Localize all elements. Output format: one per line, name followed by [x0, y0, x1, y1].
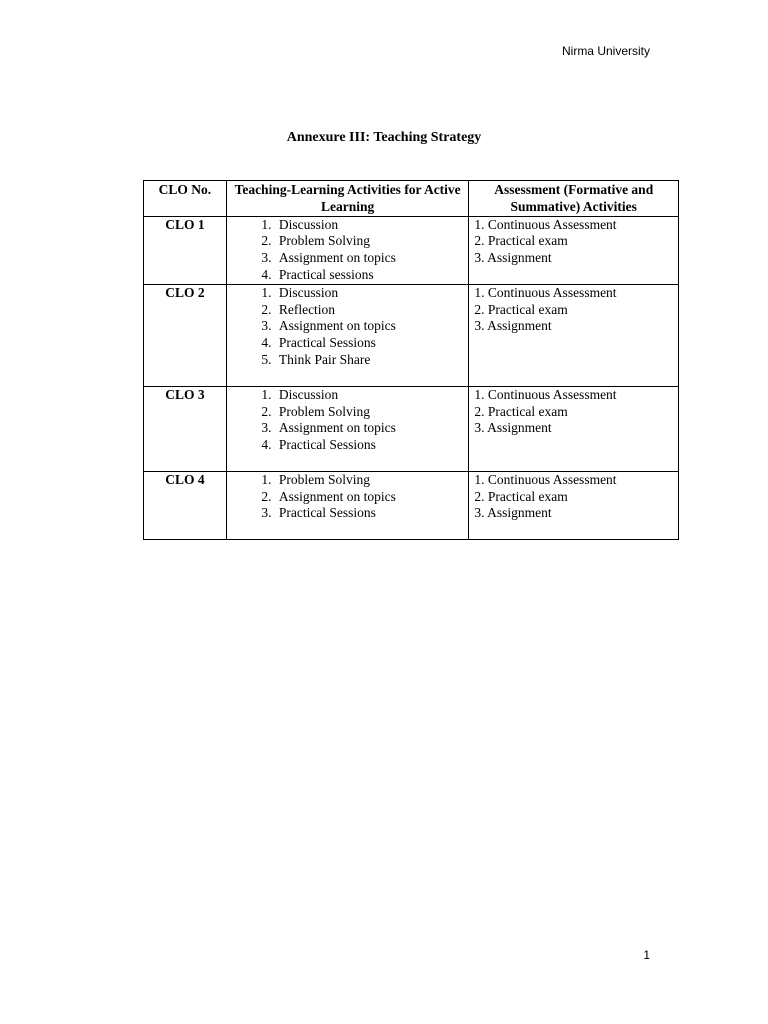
header-org-name: Nirma University — [561, 44, 650, 58]
activities-list — [227, 285, 469, 369]
list-item: 4. Practical Sessions — [275, 437, 469, 454]
list-item: 2. Practical exam — [474, 488, 568, 504]
list-item: 4. Practical Sessions — [275, 335, 469, 352]
list-item: 3. Assignment — [474, 420, 552, 436]
list-item: 2. Problem Solving — [275, 404, 469, 421]
list-item: 3. Assignment on topics — [275, 420, 469, 437]
activities-cell — [226, 471, 469, 539]
table-row — [144, 386, 679, 471]
list-item: 1. Discussion — [275, 387, 469, 404]
list-item: 3. Practical Sessions — [275, 505, 469, 522]
assessment-cell — [469, 216, 679, 284]
page-title: Annexure III: Teaching Strategy — [286, 130, 482, 145]
list-item: 2. Practical exam — [474, 403, 568, 419]
list-item: 1. Continuous Assessment — [474, 386, 617, 402]
table-row — [144, 471, 679, 539]
list-item: 3. Assignment on topics — [275, 318, 469, 335]
header-assessment: Assessment (Formative and Summative) Activities — [469, 181, 679, 217]
activities-list — [227, 472, 469, 522]
clo-cell: CLO 1 — [144, 216, 227, 284]
list-item: 1. Discussion — [275, 217, 469, 234]
activities-cell — [226, 284, 469, 386]
table-header-row — [144, 181, 679, 217]
activities-list — [227, 387, 469, 454]
list-item: 2. Reflection — [275, 302, 469, 319]
header-activities: Teaching-Learning Activities for Active Learning — [226, 181, 469, 217]
list-item: 2. Practical exam — [474, 233, 568, 249]
list-item: 1. Continuous Assessment — [474, 216, 617, 232]
header-clo-no: CLO No. — [144, 181, 227, 217]
list-item: 5. Think Pair Share — [275, 352, 469, 369]
activities-list — [227, 217, 469, 284]
list-item: 3. Assignment on topics — [275, 250, 469, 267]
list-item: 2. Assignment on topics — [275, 489, 469, 506]
list-item: 1. Problem Solving — [275, 472, 469, 489]
table-row — [144, 216, 679, 284]
assessment-cell — [469, 284, 679, 386]
list-item: 1. Discussion — [275, 285, 469, 302]
clo-cell: CLO 3 — [144, 386, 227, 471]
table-row — [144, 284, 679, 386]
teaching-strategy-table — [143, 180, 679, 540]
list-item: 2. Practical exam — [474, 301, 568, 317]
list-item: 3. Assignment — [474, 250, 552, 266]
page-number: 1 — [643, 948, 650, 962]
list-item: 3. Assignment — [474, 505, 552, 521]
activities-cell — [226, 386, 469, 471]
clo-cell: CLO 4 — [144, 471, 227, 539]
list-item: 2. Problem Solving — [275, 233, 469, 250]
assessment-cell — [469, 386, 679, 471]
assessment-cell — [469, 471, 679, 539]
clo-cell: CLO 2 — [144, 284, 227, 386]
list-item: 4. Practical sessions — [275, 267, 469, 284]
list-item: 3. Assignment — [474, 318, 552, 334]
activities-cell — [226, 216, 469, 284]
list-item: 1. Continuous Assessment — [474, 471, 617, 487]
list-item: 1. Continuous Assessment — [474, 284, 617, 300]
